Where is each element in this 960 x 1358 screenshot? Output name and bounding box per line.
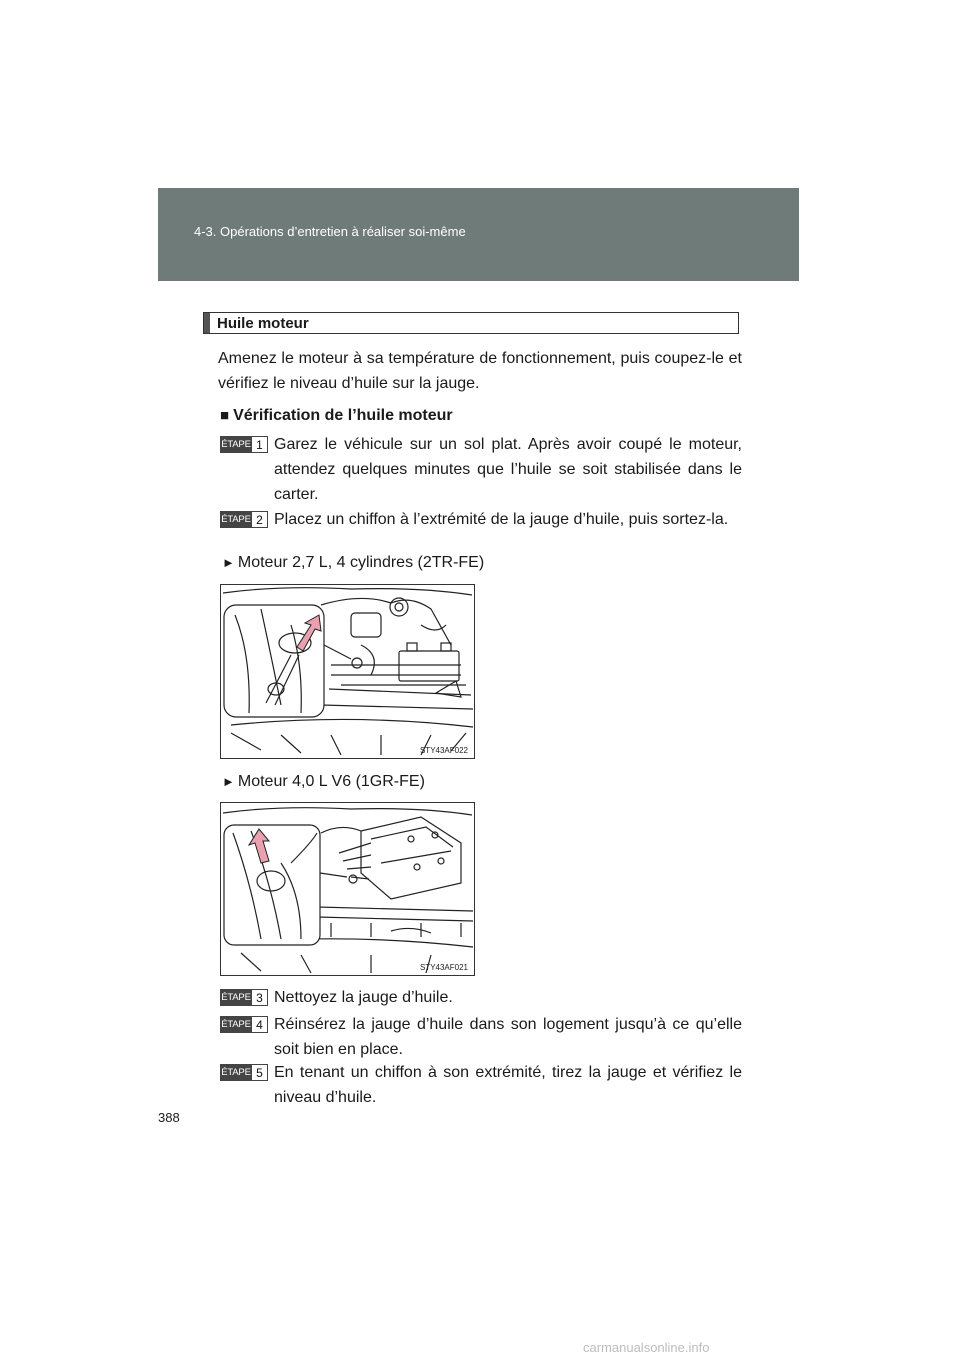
engine-label-1grfe: [222, 769, 425, 794]
step-badge-number: 5: [252, 1064, 268, 1081]
square-bullet-icon: ■: [220, 407, 230, 424]
triangle-right-icon: ►: [222, 774, 235, 789]
step-badge: [220, 1064, 268, 1081]
figure-code: STY43AF022: [419, 746, 468, 755]
step-badge: [220, 511, 268, 528]
subsection-heading: [220, 403, 453, 428]
page-number: 388: [158, 1110, 180, 1125]
step-badge-label: ÉTAPE: [220, 511, 252, 528]
intro-paragraph: Amenez le moteur à sa température de fonctionnement, puis coupez-le et vérifiez le niveau d’huile sur la jauge.: [218, 350, 742, 392]
section-title: Huile moteur: [217, 315, 309, 332]
chapter-title: 4-3. Opérations d’entretien à réaliser soi-même: [194, 224, 466, 239]
engine-label-text: Moteur 4,0 L V6 (1GR-FE): [237, 773, 425, 790]
step-badge: [220, 436, 268, 453]
watermark: carmanualsonline.info: [583, 1340, 710, 1355]
triangle-right-icon: ►: [222, 555, 235, 570]
engine-figure-2trfe: [220, 584, 475, 759]
step-badge-label: ÉTAPE: [220, 989, 252, 1006]
step-badge: [220, 1016, 268, 1033]
engine-bay-illustration: [221, 585, 474, 758]
step-badge-label: ÉTAPE: [220, 436, 252, 453]
engine-label-text: Moteur 2,7 L, 4 cylindres (2TR-FE): [237, 554, 485, 571]
step-badge-label: ÉTAPE: [220, 1064, 252, 1081]
step-badge-number: 1: [252, 436, 268, 453]
step-badge: [220, 989, 268, 1006]
step-text: Garez le véhicule sur un sol plat. Après avoir coupé le moteur, attendez quelques minutes que l’huile se soit stabilisée dans le carter.: [274, 436, 742, 503]
step-badge-number: 2: [252, 511, 268, 528]
step-text: Placez un chiffon à l’extrémité de la jauge d’huile, puis sortez-la.: [274, 511, 729, 528]
engine-label-2trfe: [222, 550, 484, 575]
section-heading-bar: [204, 313, 210, 333]
step-badge-number: 3: [252, 989, 268, 1006]
engine-figure-1grfe: [220, 802, 475, 976]
step-text: Réinsérez la jauge d’huile dans son logement jusqu’à ce qu’elle soit bien en place.: [274, 1016, 742, 1058]
step-text: En tenant un chiffon à son extrémité, tirez la jauge et vérifiez le niveau d’huile.: [274, 1064, 742, 1106]
subsection-title: Vérification de l’huile moteur: [233, 407, 453, 424]
step-badge-number: 4: [252, 1016, 268, 1033]
figure-code: STY43AF021: [419, 963, 468, 972]
step-text: Nettoyez la jauge d’huile.: [274, 989, 453, 1006]
engine-bay-illustration: [221, 803, 474, 975]
chapter-header: [158, 188, 799, 281]
step-badge-label: ÉTAPE: [220, 1016, 252, 1033]
section-heading-box: [203, 312, 739, 334]
